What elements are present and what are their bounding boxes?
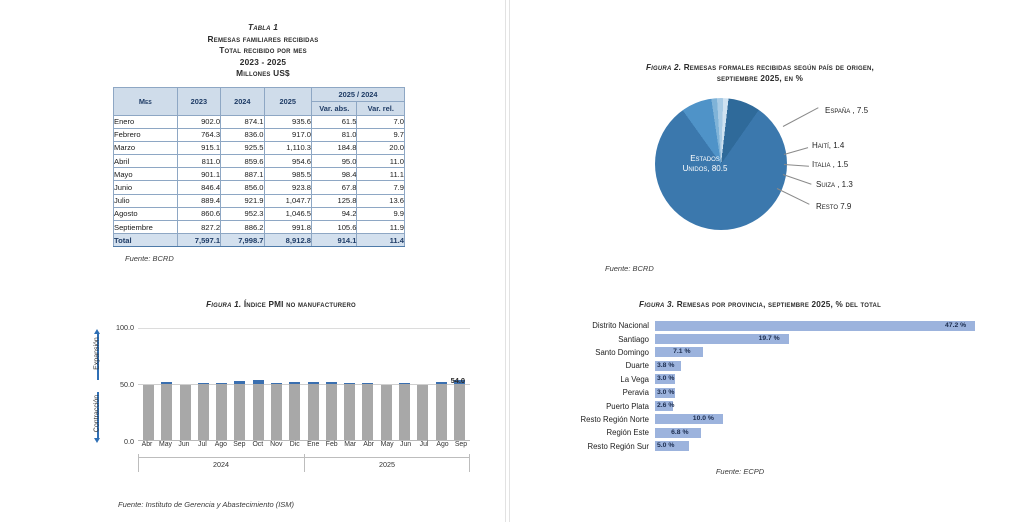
figura1-x-axis — [138, 441, 470, 475]
figura3-value-label: 5.0 % — [657, 442, 675, 450]
figura3-source: Fuente: ECPD — [715, 466, 765, 476]
tabla1-title-line-2: Remesas familiares recibidas — [207, 33, 319, 44]
cell-mes: Total — [114, 234, 178, 247]
cell-var_rel: 11.4 — [357, 234, 405, 247]
cell-var_abs: 184.8 — [312, 141, 357, 154]
cell-y2024: 856.0 — [221, 181, 264, 194]
col-header-group-var: 2025 / 2024 — [312, 87, 405, 101]
figura1-x-tick: Feb — [325, 441, 338, 448]
figura1-bar — [417, 385, 428, 440]
figura1-x-tick: May — [380, 441, 394, 448]
table-total-row — [114, 234, 405, 247]
cell-y2025: 985.5 — [264, 168, 311, 181]
figura1-title-text: Índice PMI no manufacturero — [243, 300, 356, 309]
table-row — [114, 168, 405, 181]
col-header-var-rel: Var. rel. — [357, 101, 405, 115]
table-header — [114, 87, 405, 115]
figura3-value-label: 3.0 % — [657, 375, 675, 383]
figura3-title-prefix: Figura 3. — [639, 300, 675, 309]
cell-var_rel: 9.7 — [357, 128, 405, 141]
figura1-bar-segment-base — [216, 384, 227, 440]
figura1-x-tick: Oct — [252, 441, 264, 448]
figura1-x-tick: Jun — [400, 441, 412, 448]
figura1-bar — [289, 382, 300, 440]
figura1-bar — [344, 383, 355, 440]
pie-label-estados-line2: Unidos, 80.5 — [682, 164, 728, 173]
leader-line-espana — [783, 107, 819, 127]
figura1-chart-area — [138, 328, 470, 441]
figura3-row — [545, 373, 975, 386]
tabla1-title-line-4: 2023 - 2025 — [239, 56, 287, 67]
figura3-value-label: 3.0 % — [657, 388, 675, 396]
cell-y2025: 935.6 — [264, 115, 311, 128]
table-row — [114, 194, 405, 207]
figura3-category-label: Santo Domingo — [595, 347, 649, 357]
figura3-value-label: 10.0 % — [692, 415, 714, 423]
cell-y2024: 7,998.7 — [221, 234, 264, 247]
figura3-value-label: 19.7 % — [758, 335, 780, 343]
figura1-bar — [454, 380, 465, 440]
figura3-category-label: Resto Región Norte — [580, 414, 649, 424]
figura3-value-label: 2.6 % — [657, 402, 675, 410]
figura3-bar-track — [655, 347, 975, 357]
figura3-category-label: Duarte — [625, 361, 649, 371]
figura3-row — [545, 319, 975, 332]
figura2-source: Fuente: BCRD — [605, 264, 654, 273]
cell-var_abs: 94.2 — [312, 207, 357, 220]
cell-var_abs: 61.5 — [312, 115, 357, 128]
figura3-category-label: Santiago — [618, 334, 649, 344]
cell-y2025: 1,110.3 — [264, 141, 311, 154]
figura3-bar-track — [655, 428, 975, 438]
pie-label-haiti: Haití, 1.4 — [812, 141, 845, 150]
cell-y2023: 846.4 — [177, 181, 220, 194]
col-header-mes: Mes — [114, 87, 178, 115]
figura2-title-line1: Remesas formales recibidas según país de origen, — [683, 63, 875, 72]
figura3-category-label: Resto Región Sur — [587, 441, 649, 451]
tabla1-title — [113, 22, 413, 80]
figura1-x-tick: Abr — [363, 441, 374, 448]
pie-label-suiza: Suiza , 1.3 — [816, 180, 853, 189]
figura1-bar — [216, 383, 227, 440]
figura1-x-tick: Ene — [307, 441, 320, 448]
cell-y2025: 1,046.5 — [264, 207, 311, 220]
figura3-row — [545, 426, 975, 439]
figura1-bar-segment-base — [253, 384, 264, 440]
figura1-bar-segment-base — [180, 385, 191, 440]
pie-slice-label-estados-unidos — [663, 154, 747, 174]
cell-y2023: 889.4 — [177, 194, 220, 207]
cell-y2025: 954.6 — [264, 155, 311, 168]
figura3-value-label: 3.8 % — [657, 361, 675, 369]
cell-var_rel: 7.0 — [357, 115, 405, 128]
tabla1-block — [113, 22, 413, 263]
cell-var_abs: 914.1 — [312, 234, 357, 247]
figura1-x-tick: May — [158, 441, 172, 448]
figura1-bar-segment-base — [417, 385, 428, 440]
table-row — [114, 115, 405, 128]
figura3-value-label: 6.8 % — [671, 428, 689, 436]
ytick-100: 100.0 — [116, 323, 134, 332]
figura1-x-tick: Jul — [419, 441, 429, 448]
cell-y2025: 923.8 — [264, 181, 311, 194]
expansion-contraction-axis — [86, 328, 108, 440]
cell-var_rel: 13.6 — [357, 194, 405, 207]
cell-y2024: 886.2 — [221, 221, 264, 234]
figura3-value-label: 7.1 % — [673, 348, 691, 356]
cell-var_rel: 11.0 — [357, 155, 405, 168]
figura3-row — [545, 413, 975, 426]
tabla1-title-line-1: Tabla 1 — [247, 22, 279, 32]
cell-var_rel: 11.1 — [357, 168, 405, 181]
cell-y2024: 921.9 — [221, 194, 264, 207]
figura1-bar — [436, 382, 447, 440]
figura1-bars — [138, 328, 470, 440]
table-body — [114, 115, 405, 247]
figura1-x-tick: Ago — [436, 441, 449, 448]
cell-mes: Febrero — [114, 128, 178, 141]
cell-var_rel: 7.9 — [357, 181, 405, 194]
figura1-bar-segment-base — [143, 385, 154, 440]
figura1-plot — [86, 318, 476, 509]
cell-y2023: 901.1 — [177, 168, 220, 181]
cell-y2023: 7,597.1 — [177, 234, 220, 247]
cell-mes: Marzo — [114, 141, 178, 154]
cell-var_abs: 105.6 — [312, 221, 357, 234]
figura1-bar — [253, 380, 264, 440]
contraction-label: Contracción — [93, 394, 101, 433]
cell-var_abs: 125.8 — [312, 194, 357, 207]
figura1-bar — [143, 385, 154, 440]
tabla1-title-line-5: Millones US$ — [236, 68, 290, 78]
figura1-title — [86, 300, 476, 309]
figura1-bar — [234, 381, 245, 440]
cell-y2024: 874.1 — [221, 115, 264, 128]
figura3-category-label: Puerto Plata — [606, 401, 649, 411]
figura1-x-tick: Abr — [141, 441, 153, 448]
cell-y2023: 811.0 — [177, 155, 220, 168]
figura3-bar-track — [655, 334, 975, 344]
figura1-bar-segment-base — [399, 384, 410, 440]
page-divider-right — [509, 0, 510, 522]
figura1-x-tick: Ago — [214, 441, 227, 448]
cell-mes: Julio — [114, 194, 178, 207]
cell-var_rel: 20.0 — [357, 141, 405, 154]
cell-var_abs: 81.0 — [312, 128, 357, 141]
figura3-row — [545, 386, 975, 399]
figura1-bar-segment-base — [234, 384, 245, 440]
figura3-category-label: Peravia — [622, 388, 649, 398]
figura3-category-label: Distrito Nacional — [592, 321, 649, 331]
table-row — [114, 155, 405, 168]
figura1-source: Fuente: Instituto de Gerencia y Abastecimiento (ISM) — [118, 500, 295, 509]
leader-line-suiza — [783, 174, 812, 185]
ytick-0: 0.0 — [124, 437, 134, 446]
figura1-x-tick: Sep — [454, 441, 468, 448]
figura3-row — [545, 359, 975, 372]
cell-y2023: 764.3 — [177, 128, 220, 141]
col-header-2023: 2023 — [177, 87, 220, 115]
figura3-bar — [655, 321, 975, 331]
cell-mes: Mayo — [114, 168, 178, 181]
pie-label-estados-line1: Estados — [690, 154, 720, 163]
figura3-bar-track — [655, 374, 975, 384]
ytick-50: 50.0 — [120, 380, 134, 389]
figura3-row — [545, 332, 975, 345]
figura1-bar — [326, 382, 337, 440]
figura1-bar — [161, 382, 172, 440]
figura2-pie-wrap — [545, 92, 975, 273]
cell-y2023: 827.2 — [177, 221, 220, 234]
pie-label-espana: España , 7.5 — [825, 106, 869, 115]
figura3-title — [545, 300, 975, 309]
cell-y2025: 917.0 — [264, 128, 311, 141]
tabla1-title-line-3: Total recibido por mes — [219, 45, 307, 55]
figura3-bar-track — [655, 388, 975, 398]
figura1-year-groups — [138, 457, 470, 472]
figura3-bar-track — [655, 321, 975, 331]
figura3-block — [545, 300, 975, 476]
cell-y2025: 1,047.7 — [264, 194, 311, 207]
figura1-bar-segment-base — [381, 385, 392, 440]
figura3-value-label: 47.2 % — [945, 321, 967, 329]
figura1-bar-segment-base — [198, 384, 209, 440]
figura1-last-value-label: 54.0 — [450, 376, 465, 385]
figura1-x-tick: Dic — [289, 441, 300, 448]
figura1-x-tick: Jul — [198, 441, 207, 448]
cell-y2025: 8,912.8 — [264, 234, 311, 247]
figura1-bar-segment-base — [308, 384, 319, 440]
expansion-label: Expansión — [93, 337, 101, 370]
cell-y2023: 902.0 — [177, 115, 220, 128]
year-label-2024: 2024 — [213, 460, 229, 469]
pie-label-resto: Resto 7.9 — [816, 202, 852, 211]
cell-y2024: 887.1 — [221, 168, 264, 181]
cell-mes: Abril — [114, 155, 178, 168]
cell-var_rel: 11.9 — [357, 221, 405, 234]
figura2-title-line2: septiembre 2025, en % — [716, 74, 804, 83]
col-header-2024: 2024 — [221, 87, 264, 115]
figura1-x-tick: Jun — [178, 441, 190, 448]
cell-y2023: 915.1 — [177, 141, 220, 154]
table-header-row-1 — [114, 87, 405, 101]
cell-y2024: 859.6 — [221, 155, 264, 168]
figura1-bar — [381, 385, 392, 440]
figura1-bar — [399, 383, 410, 440]
cell-mes: Enero — [114, 115, 178, 128]
figura3-row — [545, 399, 975, 412]
figura1-title-prefix: Figura 1. — [206, 300, 242, 309]
figura3-title-text: Remesas por provincia, septiembre 2025, % del total — [676, 300, 881, 309]
leader-line-haiti — [784, 147, 808, 155]
figura1-bar-segment-base — [271, 384, 282, 440]
pie-label-italia: Italia , 1.5 — [812, 160, 849, 169]
figura3-row — [545, 346, 975, 359]
figura1-block — [86, 300, 476, 509]
remesas-table — [113, 87, 405, 248]
figura3-bar-track — [655, 401, 975, 411]
tabla1-source: Fuente: BCRD — [125, 254, 174, 264]
figura2-block — [545, 62, 975, 273]
figura3-bar-track — [655, 414, 975, 424]
figura3-bar-track — [655, 441, 975, 451]
cell-mes: Junio — [114, 181, 178, 194]
cell-y2025: 991.8 — [264, 221, 311, 234]
figura1-bar-segment-base — [436, 384, 447, 440]
cell-y2023: 860.6 — [177, 207, 220, 220]
figura3-row — [545, 440, 975, 453]
figura1-bar — [271, 383, 282, 440]
table-row — [114, 141, 405, 154]
col-header-var-abs: Var. abs. — [312, 101, 357, 115]
col-header-2025: 2025 — [264, 87, 311, 115]
figura1-bar — [308, 382, 319, 440]
figura1-bar-segment-base — [362, 384, 373, 440]
figura3-bar-track — [655, 361, 975, 371]
figura1-bar-segment-base — [344, 384, 355, 440]
figura1-bar-segment-base — [161, 384, 172, 440]
year-label-2025: 2025 — [379, 460, 395, 469]
figura1-bar — [362, 383, 373, 440]
cell-y2024: 836.0 — [221, 128, 264, 141]
figura2-title — [545, 62, 975, 84]
cell-mes: Septiembre — [114, 221, 178, 234]
cell-var_abs: 98.4 — [312, 168, 357, 181]
figura1-bar-segment-base — [289, 384, 300, 440]
figura3-rows — [545, 319, 975, 453]
table-row — [114, 181, 405, 194]
figura3-category-label: Región Este — [606, 428, 649, 438]
cell-mes: Agosto — [114, 207, 178, 220]
figura1-x-tick: Mar — [344, 441, 357, 448]
leader-line-italia — [784, 164, 809, 167]
table-row — [114, 207, 405, 220]
figura1-x-tick: Nov — [270, 441, 283, 448]
cell-y2024: 952.3 — [221, 207, 264, 220]
leader-line-resto — [777, 188, 810, 205]
figura2-title-prefix: Figura 2. — [645, 63, 682, 72]
figura3-category-label: La Vega — [620, 374, 649, 384]
page-divider-left — [505, 0, 506, 522]
cell-y2024: 925.5 — [221, 141, 264, 154]
table-row — [114, 128, 405, 141]
cell-var_rel: 9.9 — [357, 207, 405, 220]
table-row — [114, 221, 405, 234]
cell-var_abs: 95.0 — [312, 155, 357, 168]
figura1-bar-segment-base — [326, 384, 337, 440]
figura1-bar — [180, 385, 191, 440]
figura1-bar — [198, 383, 209, 440]
cell-var_abs: 67.8 — [312, 181, 357, 194]
figura1-x-tick: Sep — [233, 441, 246, 448]
figura1-x-tick-labels — [138, 441, 470, 448]
figura1-bar-segment-base — [454, 384, 465, 440]
